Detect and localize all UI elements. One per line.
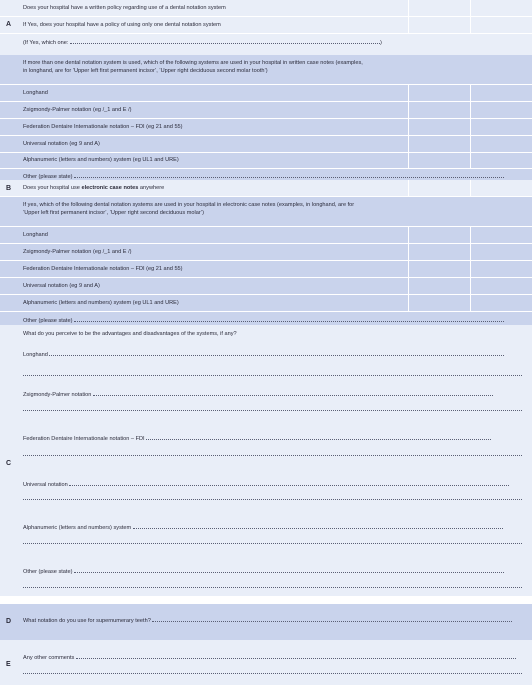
option-a-alphanumeric: Alphanumeric (letters and numbers) system (eg UL1 and URE) bbox=[0, 152, 532, 169]
section-e bbox=[0, 640, 532, 685]
section-letter-b: B bbox=[6, 185, 12, 192]
answer-cell[interactable] bbox=[408, 85, 470, 101]
answer-cell[interactable] bbox=[470, 227, 532, 243]
comment-line[interactable] bbox=[23, 587, 522, 588]
comment-field[interactable] bbox=[133, 528, 503, 529]
comment-line[interactable] bbox=[23, 499, 522, 500]
option-b-fdi: Federation Dentaire Internationale notation – FDI (eg 21 and 55) bbox=[0, 261, 532, 278]
answer-cell[interactable] bbox=[408, 119, 470, 135]
answer-cell[interactable] bbox=[408, 278, 470, 294]
section-c bbox=[0, 325, 532, 596]
answer-cell[interactable] bbox=[408, 295, 470, 311]
answer-cell[interactable] bbox=[470, 152, 532, 168]
comment-field[interactable] bbox=[93, 395, 493, 396]
item-c-fdi: Federation Dentaire Internationale notation – FDI bbox=[23, 436, 491, 442]
item-c-alphanumeric: Alphanumeric (letters and numbers) system bbox=[23, 525, 503, 531]
answer-cell[interactable] bbox=[470, 244, 532, 260]
option-b-other: Other (please state) bbox=[0, 312, 532, 329]
item-c-longhand: Longhand bbox=[23, 352, 522, 358]
item-c-other: Other (please state) bbox=[23, 569, 504, 575]
question-b2: If yes, which of the following dental notation systems are used in your hospital in electronic case notes (examples, in longhand, are for ‘Upper left first permanent incisor’, ‘Upper right second deciduous molar’) bbox=[0, 197, 532, 227]
answer-cell[interactable] bbox=[470, 261, 532, 277]
answer-cell[interactable] bbox=[470, 119, 532, 135]
option-b-longhand: Longhand bbox=[0, 227, 532, 244]
question-a2: If Yes, does your hospital have a policy of using only one dental notation system bbox=[0, 17, 532, 34]
answer-cell[interactable] bbox=[470, 295, 532, 311]
section-b-systems bbox=[0, 197, 532, 325]
answer-cell[interactable] bbox=[408, 180, 470, 196]
comment-line[interactable] bbox=[23, 410, 522, 411]
item-c-palmer: Zsigmondy-Palmer notation bbox=[23, 392, 493, 398]
comment-field[interactable] bbox=[74, 572, 504, 573]
comment-line[interactable] bbox=[23, 375, 522, 376]
answer-cell[interactable] bbox=[408, 152, 470, 168]
option-a-universal: Universal notation (eg 9 and A) bbox=[0, 136, 532, 153]
answer-cell[interactable] bbox=[408, 261, 470, 277]
option-b-palmer: Zsigmondy-Palmer notation (eg /_1 and E /) bbox=[0, 244, 532, 261]
answer-cell[interactable] bbox=[408, 17, 470, 33]
answer-cell[interactable] bbox=[470, 136, 532, 152]
question-c: What do you perceive to be the advantages and disadvantages of the systems, if any? bbox=[23, 331, 237, 337]
section-a bbox=[0, 0, 532, 60]
answer-cell[interactable] bbox=[408, 244, 470, 260]
comment-field[interactable] bbox=[146, 439, 491, 440]
answer-cell[interactable] bbox=[408, 136, 470, 152]
answer-cell[interactable] bbox=[470, 17, 532, 33]
comment-line[interactable] bbox=[23, 673, 522, 674]
answer-cell[interactable] bbox=[470, 278, 532, 294]
answer-cell[interactable] bbox=[470, 102, 532, 118]
option-a-longhand: Longhand bbox=[0, 85, 532, 102]
answer-cell[interactable] bbox=[408, 0, 470, 16]
answer-cell[interactable] bbox=[470, 0, 532, 16]
section-b bbox=[0, 180, 532, 197]
other-field[interactable] bbox=[74, 321, 504, 322]
section-letter-c: C bbox=[6, 460, 12, 467]
comment-line[interactable] bbox=[23, 543, 522, 544]
other-field[interactable] bbox=[74, 177, 504, 178]
answer-cell[interactable] bbox=[470, 85, 532, 101]
option-a-palmer: Zsigmondy-Palmer notation (eg /_1 and E /) bbox=[0, 102, 532, 119]
answer-cell[interactable] bbox=[408, 227, 470, 243]
question-a1: Does your hospital have a written policy regarding use of a dental notation system bbox=[0, 0, 532, 17]
option-b-alphanumeric: Alphanumeric (letters and numbers) system (eg UL1 and URE) bbox=[0, 295, 532, 312]
comment-field[interactable] bbox=[49, 355, 504, 356]
section-letter-e: E bbox=[6, 661, 11, 668]
section-a-systems bbox=[0, 55, 532, 180]
question-a4: If more than one dental notation system is used, which of the following systems are used in your hospital in written case notes (examples, in longhand, are for ‘Upper left first permanent incisor’, ‘Upper right deciduous second molar tooth’) bbox=[0, 55, 532, 85]
section-letter-a: A bbox=[6, 21, 12, 28]
comment-field[interactable] bbox=[69, 485, 509, 486]
answer-cell[interactable] bbox=[470, 180, 532, 196]
item-c-universal: Universal notation bbox=[23, 482, 509, 488]
section-d bbox=[0, 604, 532, 640]
question-b1: Does your hospital use electronic case notes anywhere bbox=[0, 180, 532, 197]
answer-cell[interactable] bbox=[408, 102, 470, 118]
option-a-other: Other (please state) bbox=[0, 168, 532, 185]
question-d: What notation do you use for supernumerary teeth? bbox=[23, 618, 512, 624]
question-e: Any other comments bbox=[23, 655, 516, 661]
comment-line[interactable] bbox=[23, 455, 522, 456]
question-a3: (If Yes, which one: ) bbox=[23, 39, 382, 46]
answer-field[interactable] bbox=[152, 621, 512, 622]
option-a-fdi: Federation Dentaire Internationale notation – FDI (eg 21 and 55) bbox=[0, 119, 532, 136]
section-letter-d: D bbox=[6, 618, 12, 625]
option-b-universal: Universal notation (eg 9 and A) bbox=[0, 278, 532, 295]
which-one-field[interactable] bbox=[70, 43, 380, 44]
comments-field[interactable] bbox=[76, 658, 516, 659]
